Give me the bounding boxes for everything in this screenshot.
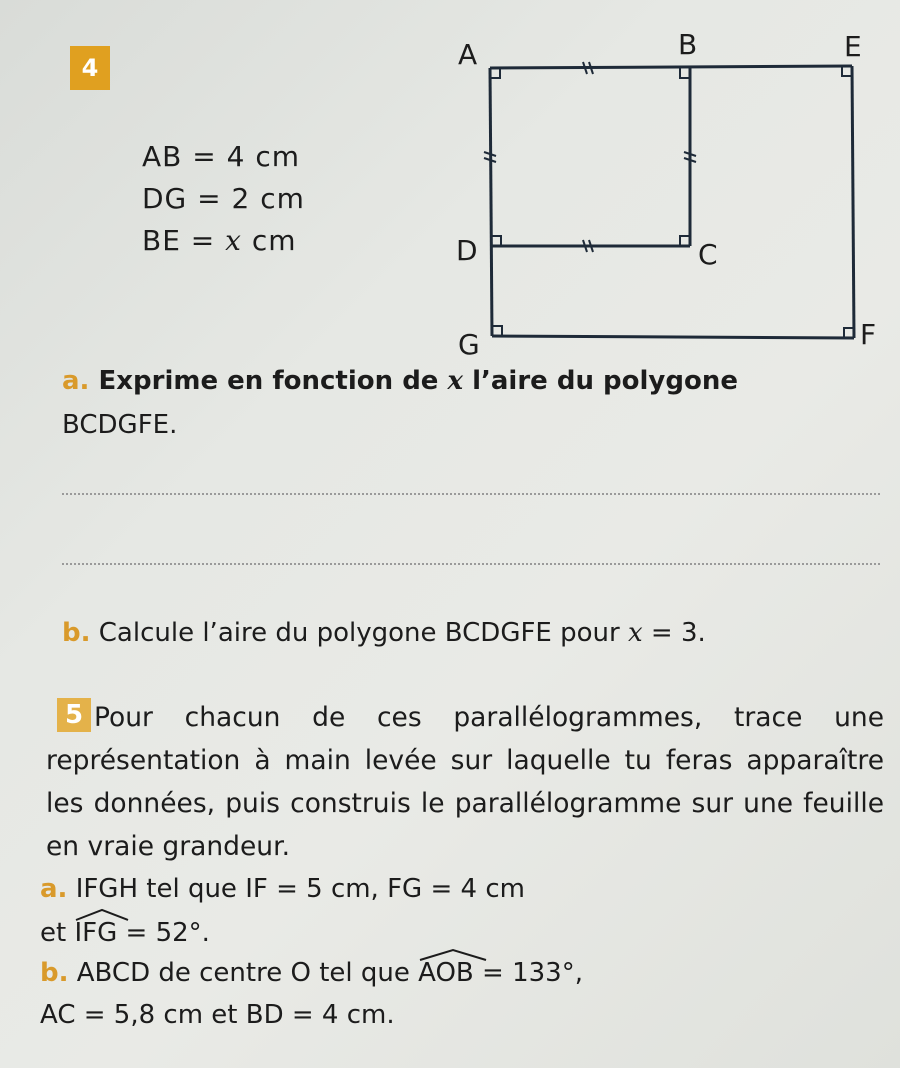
angle-ifg	[74, 918, 117, 948]
given-ab: AB = 4 cm	[142, 140, 301, 173]
question-4a-text: Exprime en fonction de	[98, 366, 439, 396]
angle-hat-icon	[418, 948, 488, 962]
point-e-label: E	[844, 30, 862, 63]
question-4a-line1	[62, 366, 738, 396]
question-4b-var: x	[627, 618, 643, 648]
question-5a-letter: a.	[40, 874, 68, 904]
exercise-5-intro-text: Pour chacun de ces parallélogrammes, trace une représentation à main levée sur laquelle tu feras apparaître les données, puis construis le parallélogramme sur une feuille en vraie grandeur.	[46, 702, 884, 862]
equal-length-ticks	[484, 62, 696, 252]
question-5a-line2	[40, 918, 210, 948]
question-5b-letter: b.	[40, 958, 69, 988]
question-4b-letter: b.	[62, 618, 91, 648]
exercise-4-badge: 4	[70, 46, 110, 90]
exercise-5-badge: 5	[57, 698, 91, 732]
answer-line-2[interactable]	[62, 563, 880, 565]
point-b-label: B	[678, 28, 698, 61]
question-5b-line1	[40, 958, 583, 988]
question-5b-suffix: = 133°,	[482, 958, 583, 988]
point-a-label: A	[458, 38, 478, 71]
segment-ae	[490, 66, 852, 68]
question-5a-line1	[40, 874, 525, 904]
right-angle-markers	[490, 66, 854, 338]
question-4a-var: x	[447, 366, 464, 396]
angle-hat-icon	[74, 908, 130, 922]
point-d-label: D	[456, 234, 478, 267]
angle-ifg-label: IFG	[74, 918, 118, 948]
question-5a-prefix: et	[40, 918, 67, 948]
question-4b-eq: = 3.	[650, 618, 706, 648]
given-be-var: x	[225, 224, 242, 257]
segment-ef	[852, 66, 854, 338]
given-be-prefix: BE =	[142, 224, 226, 257]
angle-aob	[418, 958, 474, 988]
point-f-label: F	[860, 318, 877, 351]
question-4b-text: Calcule l’aire du polygone BCDGFE pour	[98, 618, 620, 648]
given-be-suffix: cm	[241, 224, 297, 257]
question-5b-prefix: ABCD de centre O tel que	[76, 958, 410, 988]
geometry-figure	[440, 28, 880, 368]
given-be	[142, 224, 297, 257]
question-4a-text2: l’aire du polygone	[472, 366, 738, 396]
point-g-label: G	[458, 328, 480, 361]
question-4a-letter: a.	[62, 366, 90, 396]
segment-ag	[490, 68, 492, 336]
point-c-label: C	[698, 238, 718, 271]
question-5a-text: IFGH tel que IF = 5 cm, FG = 4 cm	[75, 874, 525, 904]
angle-aob-label: AOB	[418, 958, 474, 988]
answer-line-1[interactable]	[62, 493, 880, 495]
segment-fg	[492, 336, 854, 338]
question-5a-suffix: = 52°.	[125, 918, 210, 948]
given-dg: DG = 2 cm	[142, 182, 305, 215]
question-4a-line2: BCDGFE.	[62, 410, 178, 440]
question-4b	[62, 618, 706, 648]
exercise-5-intro	[46, 696, 884, 868]
question-5b-line2: AC = 5,8 cm et BD = 4 cm.	[40, 1000, 395, 1030]
